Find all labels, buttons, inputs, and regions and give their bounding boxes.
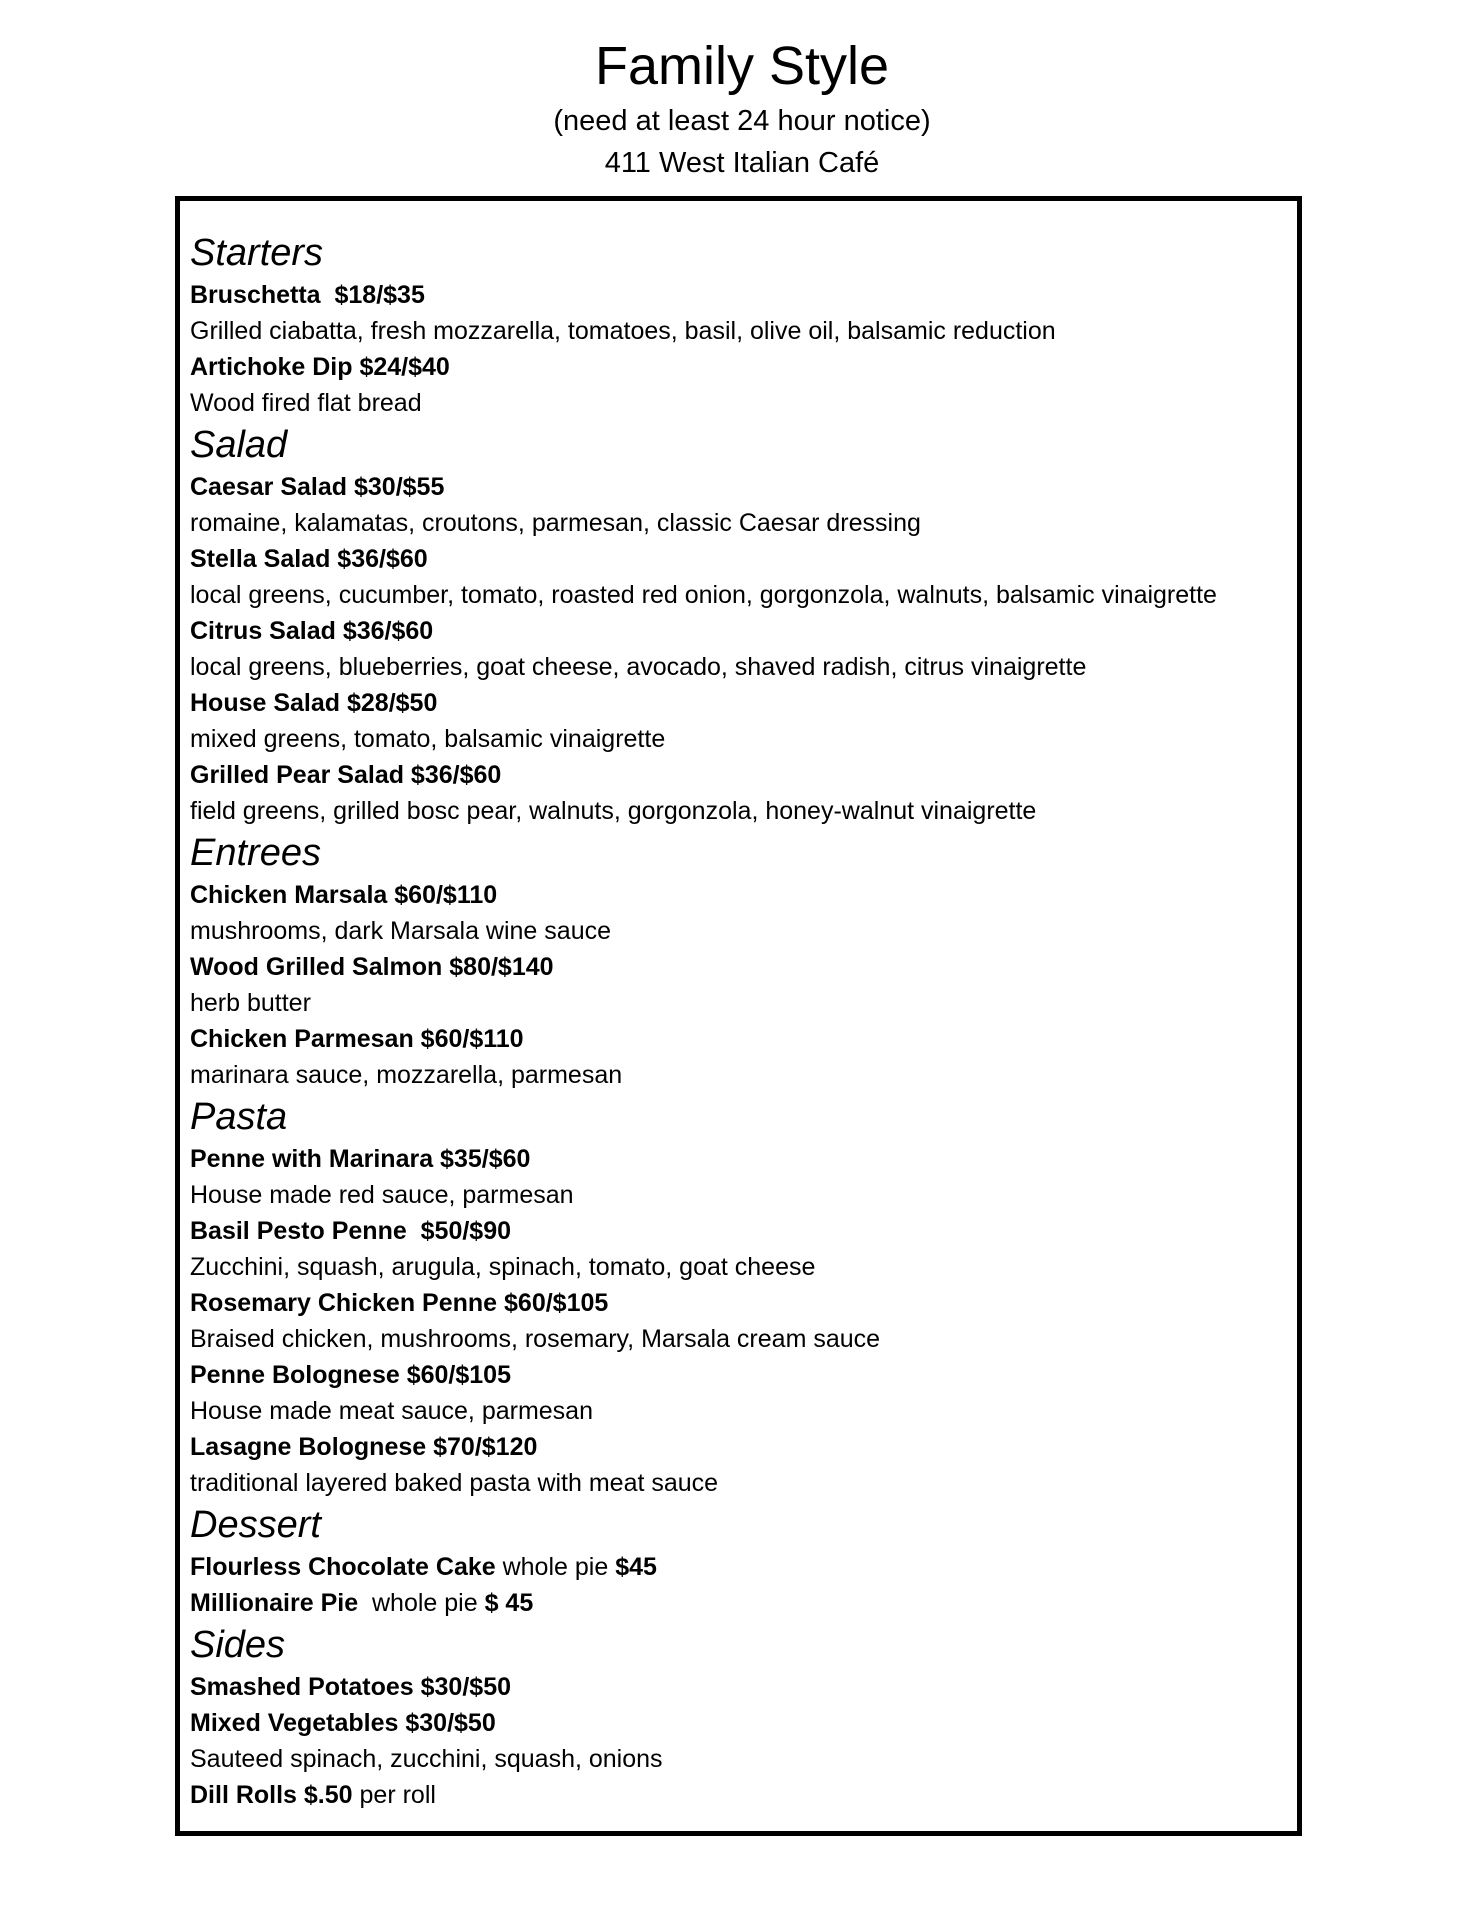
- section-dessert: [190, 1501, 1297, 1621]
- section-starters: [190, 229, 1297, 421]
- item-desc: field greens, grilled bosc pear, walnuts, gorgonzola, honey-walnut vinaigrette: [190, 797, 1037, 825]
- restaurant-name: 411 West Italian Café: [604, 147, 880, 179]
- item-desc: House made red sauce, parmesan: [190, 1181, 574, 1209]
- item-name: Artichoke Dip $24/$40: [190, 353, 450, 381]
- item-name: House Salad $28/$50: [190, 689, 438, 717]
- side-item: [190, 1777, 1297, 1813]
- dessert-item: [190, 1549, 1297, 1585]
- item-desc: Grilled ciabatta, fresh mozzarella, tomatoes, basil, olive oil, balsamic reduction: [190, 317, 1056, 345]
- item-name: Flourless Chocolate Cake: [190, 1553, 496, 1581]
- item-name: Mixed Vegetables $30/$50: [190, 1709, 496, 1737]
- item-name: Stella Salad $36/$60: [190, 545, 428, 573]
- item-name: Rosemary Chicken Penne $60/$105: [190, 1289, 609, 1317]
- section-heading: Salad: [190, 424, 288, 466]
- item-desc: romaine, kalamatas, croutons, parmesan, classic Caesar dressing: [190, 509, 921, 537]
- menu-box: [175, 196, 1302, 1836]
- section-pasta: [190, 1093, 1297, 1501]
- item-desc: traditional layered baked pasta with meat sauce: [190, 1469, 719, 1497]
- item-name: Wood Grilled Salmon $80/$140: [190, 953, 554, 981]
- item-desc: mixed greens, tomato, balsamic vinaigrette: [190, 725, 666, 753]
- item-price: $ 45: [484, 1589, 534, 1617]
- item-name: Dill Rolls $.50: [190, 1781, 353, 1809]
- item-desc: Zucchini, squash, arugula, spinach, tomato, goat cheese: [190, 1253, 816, 1281]
- item-desc: marinara sauce, mozzarella, parmesan: [190, 1061, 623, 1089]
- section-sides: [190, 1621, 1297, 1813]
- item-name: Chicken Parmesan $60/$110: [190, 1025, 524, 1053]
- page-title: Family Style: [594, 36, 890, 96]
- section-heading: Dessert: [190, 1504, 321, 1546]
- section-heading: Sides: [190, 1624, 286, 1666]
- section-heading: Entrees: [190, 832, 321, 874]
- section-heading: Starters: [190, 232, 324, 274]
- item-desc: herb butter: [190, 989, 311, 1017]
- item-name: Bruschetta $18/$35: [190, 281, 425, 309]
- section-entrees: [190, 829, 1297, 1093]
- item-name: Basil Pesto Penne $50/$90: [190, 1217, 512, 1245]
- item-name: Citrus Salad $36/$60: [190, 617, 434, 645]
- item-name: Penne with Marinara $35/$60: [190, 1145, 531, 1173]
- item-name: Lasagne Bolognese $70/$120: [190, 1433, 538, 1461]
- item-name: Smashed Potatoes $30/$50: [190, 1673, 511, 1701]
- notice-text: (need at least 24 hour notice): [553, 105, 931, 137]
- item-desc: Braised chicken, mushrooms, rosemary, Marsala cream sauce: [190, 1325, 881, 1353]
- item-unit: per roll: [352, 1781, 436, 1809]
- item-unit: whole pie: [358, 1589, 485, 1617]
- dessert-item: [190, 1585, 1297, 1621]
- item-name: Grilled Pear Salad $36/$60: [190, 761, 502, 789]
- item-desc: local greens, blueberries, goat cheese, avocado, shaved radish, citrus vinaigrette: [190, 653, 1087, 681]
- item-desc: Wood fired flat bread: [190, 389, 422, 417]
- item-desc: Sauteed spinach, zucchini, squash, onions: [190, 1745, 663, 1773]
- item-name: Chicken Marsala $60/$110: [190, 881, 498, 909]
- item-name: Millionaire Pie: [190, 1589, 359, 1617]
- menu-header: [0, 32, 1484, 184]
- item-desc: mushrooms, dark Marsala wine sauce: [190, 917, 611, 945]
- item-price: $45: [615, 1553, 657, 1581]
- section-heading: Pasta: [190, 1096, 288, 1138]
- item-name: Caesar Salad $30/$55: [190, 473, 445, 501]
- section-salad: [190, 421, 1297, 829]
- item-desc: House made meat sauce, parmesan: [190, 1397, 593, 1425]
- item-unit: whole pie: [495, 1553, 616, 1581]
- item-desc: local greens, cucumber, tomato, roasted red onion, gorgonzola, walnuts, balsamic vinaigrette: [190, 581, 1217, 609]
- item-name: Penne Bolognese $60/$105: [190, 1361, 511, 1389]
